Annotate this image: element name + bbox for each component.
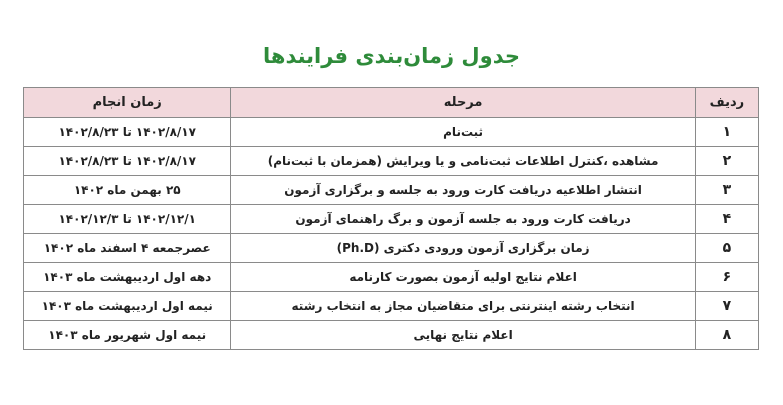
- header-row: [24, 88, 759, 118]
- row-index: ۵: [695, 234, 758, 263]
- table-row: [24, 176, 759, 205]
- table-row: [24, 263, 759, 292]
- header-time: زمان انجام: [24, 88, 231, 118]
- row-stage: ثبت‌نام: [231, 118, 695, 147]
- row-index: ۲: [695, 147, 758, 176]
- row-time: دهه اول اردیبهشت ماه ۱۴۰۳: [24, 263, 231, 292]
- row-index: ۴: [695, 205, 758, 234]
- header-index: ردیف: [695, 88, 758, 118]
- row-index: ۳: [695, 176, 758, 205]
- row-stage: انتشار اطلاعیه دریافت کارت ورود به جلسه و برگزاری آزمون: [231, 176, 695, 205]
- row-index: ۶: [695, 263, 758, 292]
- page-title: جدول زمان‌بندی فرایندها: [263, 44, 520, 68]
- table-row: [24, 147, 759, 176]
- row-time: نیمه اول اردیبهشت ماه ۱۴۰۳: [24, 292, 231, 321]
- row-index: ۱: [695, 118, 758, 147]
- row-stage: مشاهده ،کنترل اطلاعات ثبت‌نامی و یا ویرایش (همزمان با ثبت‌نام): [231, 147, 695, 176]
- row-stage: دریافت کارت ورود به جلسه آزمون و برگ راهنمای آزمون: [231, 205, 695, 234]
- table-row: [24, 205, 759, 234]
- row-time: عصرجمعه ۴ اسفند ماه ۱۴۰۲: [24, 234, 231, 263]
- table-row: [24, 321, 759, 350]
- header-stage: مرحله: [231, 88, 695, 118]
- row-stage: انتخاب رشته اینترنتی برای متقاضیان مجاز به انتخاب رشته: [231, 292, 695, 321]
- row-stage: اعلام نتایج اولیه آزمون بصورت کارنامه: [231, 263, 695, 292]
- table-row: [24, 118, 759, 147]
- row-stage: زمان برگزاری آزمون ورودی دکتری (Ph.D): [231, 234, 695, 263]
- table-row: [24, 292, 759, 321]
- row-stage: اعلام نتایج نهایی: [231, 321, 695, 350]
- row-time: ۱۴۰۲/۸/۱۷ تا ۱۴۰۲/۸/۲۳: [24, 147, 231, 176]
- row-index: ۷: [695, 292, 758, 321]
- table-body: [24, 118, 759, 350]
- row-time: ۱۴۰۲/۸/۱۷ تا ۱۴۰۲/۸/۲۳: [24, 118, 231, 147]
- row-time: ۱۴۰۲/۱۲/۱ تا ۱۴۰۲/۱۲/۳: [24, 205, 231, 234]
- schedule-table: [23, 87, 759, 350]
- row-time: نیمه اول شهریور ماه ۱۴۰۳: [24, 321, 231, 350]
- table-header: [24, 88, 759, 118]
- row-index: ۸: [695, 321, 758, 350]
- table-row: [24, 234, 759, 263]
- row-time: ۲۵ بهمن ماه ۱۴۰۲: [24, 176, 231, 205]
